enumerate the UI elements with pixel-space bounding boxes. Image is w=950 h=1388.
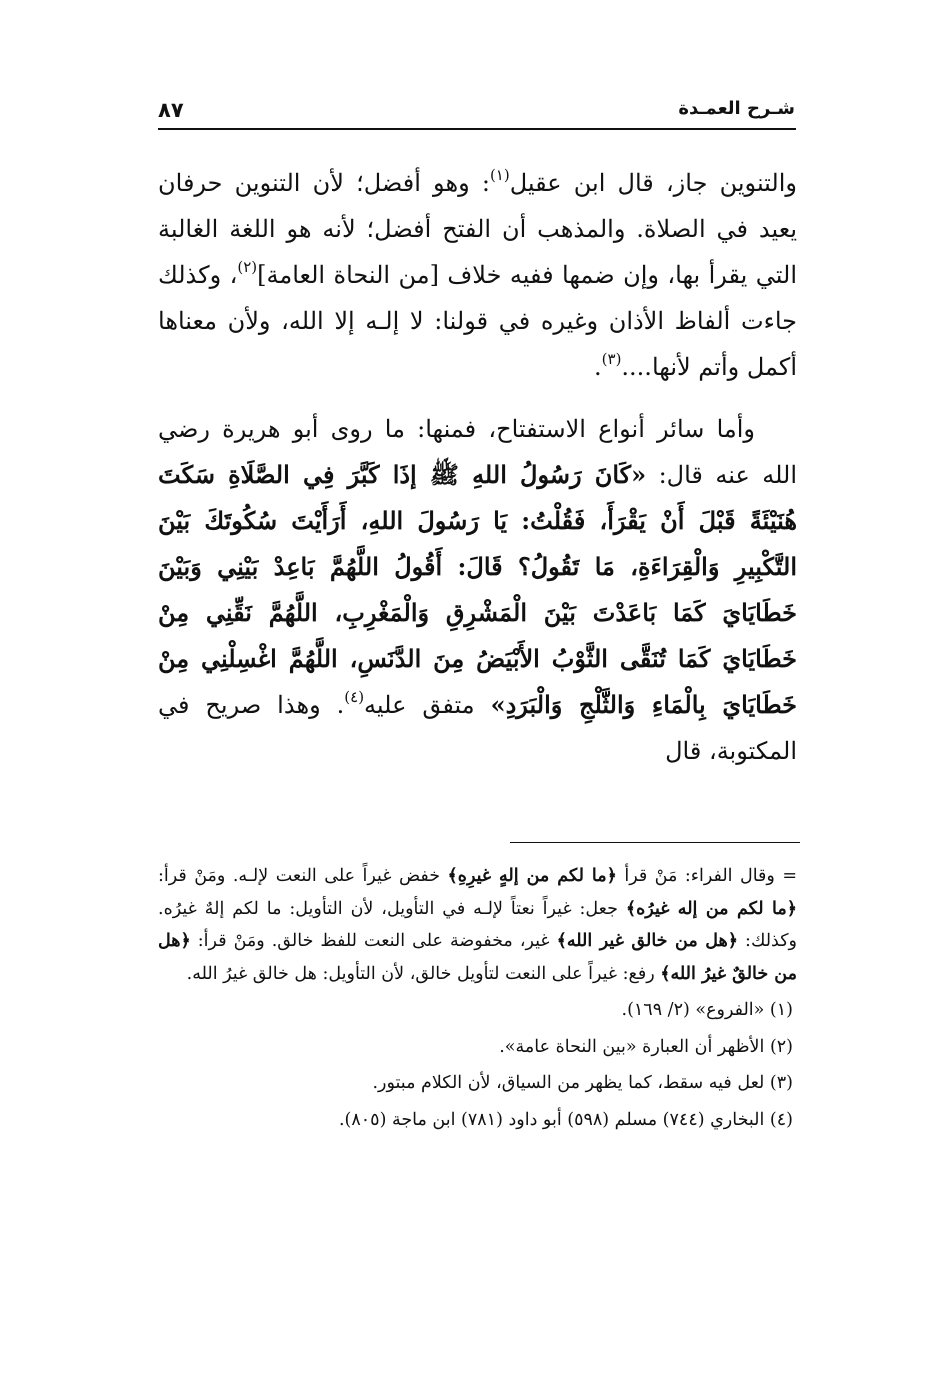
text-run: ، وكذلك جاءت ألفاظ الأذان وغيره في قولنا: لا إلـه إلا الله، ولأن معناها أكمل وأتم لأنها.... — [158, 261, 797, 381]
footnote-ref-1: (١) — [489, 165, 510, 184]
header-rule — [158, 128, 796, 130]
text-run: وقال الفراء: مَنْ قرأ — [616, 866, 775, 886]
text-run: غير، مخفوضة على النعت للفظ خالق. ومَنْ قرأ: — [190, 931, 557, 951]
footnotes — [158, 860, 797, 1136]
text-run: . — [594, 353, 602, 381]
quran-quote: ﴿هل من خالقٌ غيرُ الله﴾ — [158, 931, 797, 984]
footnote-ref-4: (٤) — [344, 687, 365, 706]
footnote-4: (٤) البخاري (٧٤٤) مسلم (٥٩٨) أبو داود (٧٨١) ابن ماجة (٨٠٥). — [338, 1109, 793, 1130]
running-title: شـرح العمـدة — [678, 98, 795, 119]
hadith-quote: «كَانَ رَسُولُ اللهِ ﷺ إذَا كَبَّرَ فِي الصَّلَاةِ سَكَتَ هُنَيْئَةً قَبْلَ أَنْ يَقْرَأَ، فَقُلْتُ: يَا رَسُولَ اللهِ، أَرَأَيْتَ سُكُوتَكَ بَيْنَ التَّكْبِيرِ وَالْقِرَاءَةِ، مَا تَقُولُ؟ قَالَ: أَقُولُ اللَّهُمَّ بَاعِدْ بَيْنِي وَبَيْنَ خَطَايَايَ كَمَا بَاعَدْتَ بَيْنَ الْمَشْرِقِ وَالْمَغْرِبِ، اللَّهُمَّ نَقِّنِي مِنْ خَطَايَايَ كَمَا تُنَقَّى الثَّوْبُ الأَبْيَضُ مِنَ الدَّنَسِ، اللَّهُمَّ اغْسِلْنِي مِنْ خَطَايَايَ بِالْمَاءِ وَالثَّلْجِ وَالْبَرَدِ» — [158, 460, 797, 719]
text-run: رفع: غيراً على النعت لتأويل خالق، لأن التأويل: هل خالق غيرُ الله. — [186, 963, 661, 984]
paragraph-2 — [158, 406, 797, 774]
page-number: ٨٧ — [158, 98, 184, 122]
text-run: خفض غيراً على النعت لإلـه. ومَنْ قرأ: — [158, 866, 448, 886]
text-run: وأما سائر أنواع الاستفتاح، فمنها: ما روى أبو هريرة رضي الله عنه قال: — [158, 415, 798, 489]
quran-quote: ﴿ما لكم من إلهٍ غيرِهِ﴾ — [447, 866, 617, 886]
text-run: والتنوين جاز، قال ابن عقيل — [509, 169, 797, 197]
main-text — [158, 160, 797, 774]
quran-quote: ﴿ما لكم من إله غيرُه﴾ — [625, 898, 797, 919]
footnote-1: (١) «الفروع» (٢/ ١٦٩). — [621, 1000, 793, 1020]
text-run: جعل: غيراً نعتاً لإلـه في التأويل، لأن التأويل: ما لكم إلهٌ غيرُه. وكذلك: — [158, 898, 797, 951]
footnote-ref-3: (٣) — [601, 349, 622, 368]
footnote-2: (٢) الأظهر أن العبارة «بين النحاة عامة». — [499, 1036, 793, 1057]
continuation-marker: = — [782, 866, 797, 886]
quran-quote: ﴿هل من خالق غير الله﴾ — [556, 931, 739, 951]
paragraph-1 — [158, 160, 797, 390]
text-run: متفق عليه — [364, 691, 491, 719]
footnote-3: (٣) لعل فيه سقط، كما يظهر من السياق، لأن الكلام مبتور. — [372, 1073, 793, 1093]
footnote-separator — [510, 842, 800, 843]
text-run: : وهو أفضل؛ لأن التنوين حرفان يعيد في الصلاة. والمذهب أن الفتح أفضل؛ لأنه هو اللغة الغالبة التي يقرأ بها، وإن ضمها ففيه خلاف [من النحاة العامة] — [158, 169, 798, 289]
text-run: . وهذا صريح في المكتوبة، قال — [158, 691, 797, 765]
footnote-ref-2: (٢) — [237, 257, 258, 276]
page-header — [158, 98, 795, 126]
footnote-continuation — [158, 860, 797, 990]
